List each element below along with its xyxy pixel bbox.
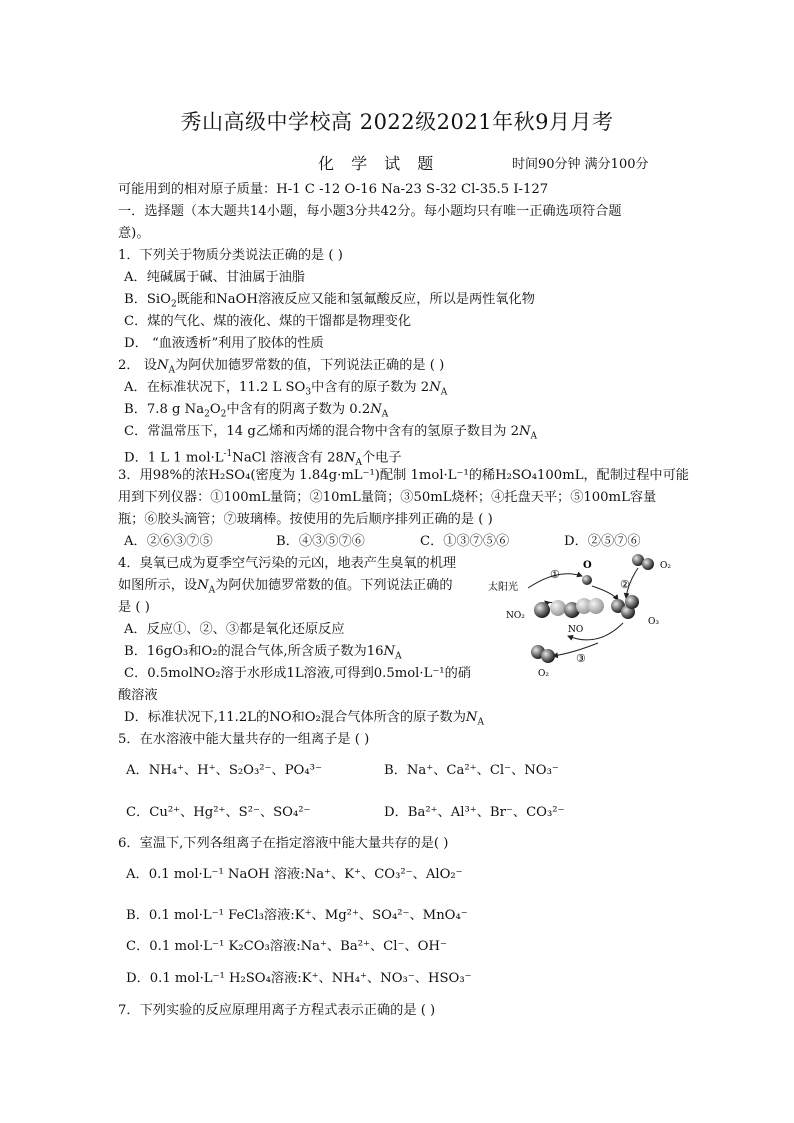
subject-title: 化 学 试 题 [318,154,440,173]
reaction-2-label: ② [620,578,630,591]
o2-top-label: O₂ [660,561,671,571]
q3-stem-line1: 3．用98%的浓H₂SO₄(密度为 1.84g·mL⁻¹)配制 1mol·L⁻¹的稀H₂SO₄100mL，配制过程中可能 [118,468,689,483]
q3-stem-line2: 用到下列仪器：①100mL量筒；②10mL量筒；③50mL烧杯；④托盘天平；⑤100mL容量 [118,490,657,505]
o3-label: O₃ [648,617,659,627]
sunlight-label: 太阳光 [488,582,518,593]
no-label: NO [568,625,584,635]
reaction-1-label: ① [550,568,560,581]
time-info: 时间90分钟 满分100分 [512,157,649,172]
q4-option-d: D．标准状况下,11.2L的NO和O₂混合气体所含的原子数为$N_A$ [124,710,484,728]
q4-option-b: B．16gO₃和O₂的混合气体,所含质子数为$16N_A$ [124,644,402,662]
q6-option-a: A．0.1 mol·L⁻¹ NaOH 溶液:Na⁺、K⁺、CO₃²⁻、AlO₂⁻ [126,867,463,882]
q6-option-d: D．0.1 mol·L⁻¹ H₂SO₄溶液:K⁺、NH₄⁺、NO₃⁻、HSO₃⁻ [126,971,472,986]
q2-stem: 2． 设$N_A$为阿伏加德罗常数的值，下列说法正确的是 ( ) [118,358,445,376]
q1-option-d: D． “血液透析”利用了胶体的性质 [124,336,324,351]
q2-option-c: C．常温常压下，14 g乙烯和丙烯的混合物中含有的氢原子数目为 $2N_A$ [124,424,538,442]
section-heading-cont: 意)。 [118,226,150,241]
q6-option-b: B．0.1 mol·L⁻¹ FeCl₃溶液:K⁺、Mg²⁺、SO₄²⁻、MnO₄⁻ [126,908,468,923]
q4-option-a: A．反应①、②、③都是氧化还原反应 [124,622,345,637]
q1-stem: 1．下列关于物质分类说法正确的是 ( ) [118,248,343,263]
q3-option-c: C．①③⑦⑤⑥ [420,534,510,549]
q4-stem-line1: 4．臭氧已成为夏季空气污染的元凶，地表产生臭氧的机理 [118,556,457,571]
q2-option-a: A．在标准状况下，11.2 L $SO_3$中含有的原子数为 $2N_A$ [124,380,448,398]
reaction-3-label: ③ [576,652,586,665]
atomic-masses: 可能用到的相对原子质量：H-1 C -12 O-16 Na-23 S-32 Cl-35.5 I-127 [118,182,549,197]
q3-option-d: D．②⑤⑦⑥ [564,534,641,549]
q1-option-b: B．SiO$_2$既能和NaOH溶液反应又能和氢氟酸反应，所以是两性氧化物 [124,292,535,310]
ozone-mechanism-diagram [488,548,688,688]
q6-stem: 6．室温下,下列各组离子在指定溶液中能大量共存的是( ) [118,836,449,851]
q5-option-c: C．Cu²⁺、Hg²⁺、S²⁻、SO₄²⁻ [126,805,311,820]
q2-option-b: B．7.8 g $Na_2O_2$中含有的阴离子数为 $0.2N_A$ [124,402,389,420]
o-label: O [583,560,592,571]
q2-option-d: D．1 L 1 $mol\cdot L^{-1}NaCl$ 溶液含有 $28N_A$个电子 [124,449,402,469]
q1-option-a: A．纯碱属于碱、甘油属于油脂 [124,270,305,285]
section-heading: 一．选择题（本大题共14小题，每小题3分共42分。每小题均只有唯一正确选项符合题 [118,204,622,219]
q5-stem: 5．在水溶液中能大量共存的一组离子是 ( ) [118,732,370,747]
q5-option-b: B．Na⁺、Ca²⁺、Cl⁻、NO₃⁻ [384,763,559,778]
q5-option-d: D．Ba²⁺、Al³⁺、Br⁻、CO₃²⁻ [384,805,565,820]
q4-stem-line3: 是 ( ) [118,600,150,615]
no2-label: NO₂ [506,611,525,621]
q3-option-a: A．②⑥③⑦⑤ [124,534,213,549]
o2-bottom-label: O₂ [538,669,549,679]
no2-molecule-icon [534,602,550,618]
q4-option-c: C．0.5molNO₂溶于水形成1L溶液,可得到0.5mol·L⁻¹的硝 [124,666,471,681]
q5-option-a: A．NH₄⁺、H⁺、S₂O₃²⁻、PO₄³⁻ [126,763,322,778]
q3-option-b: B．④③⑤⑦⑥ [276,534,365,549]
q6-option-c: C．0.1 mol·L⁻¹ K₂CO₃溶液:Na⁺、Ba²⁺、Cl⁻、OH⁻ [126,939,447,954]
q3-stem-line3: 瓶；⑥胶头滴管；⑦玻璃棒。按使用的先后顺序排列正确的是 ( ) [118,512,493,527]
page-title: 秀山高级中学校高 2022级2021年秋9月月考 [180,110,614,134]
q4-option-c-cont: 酸溶液 [118,688,158,703]
o-atom-icon [582,575,592,585]
q4-stem-line2: 如图所示，设$N_A$为阿伏加德罗常数的值。下列说法正确的 [118,578,453,596]
arrow-o-to-o3 [592,586,618,600]
q7-stem: 7．下列实验的反应原理用离子方程式表示正确的是 ( ) [118,1003,436,1018]
q1-option-c: C．煤的气化、煤的液化、煤的干馏都是物理变化 [124,314,412,329]
